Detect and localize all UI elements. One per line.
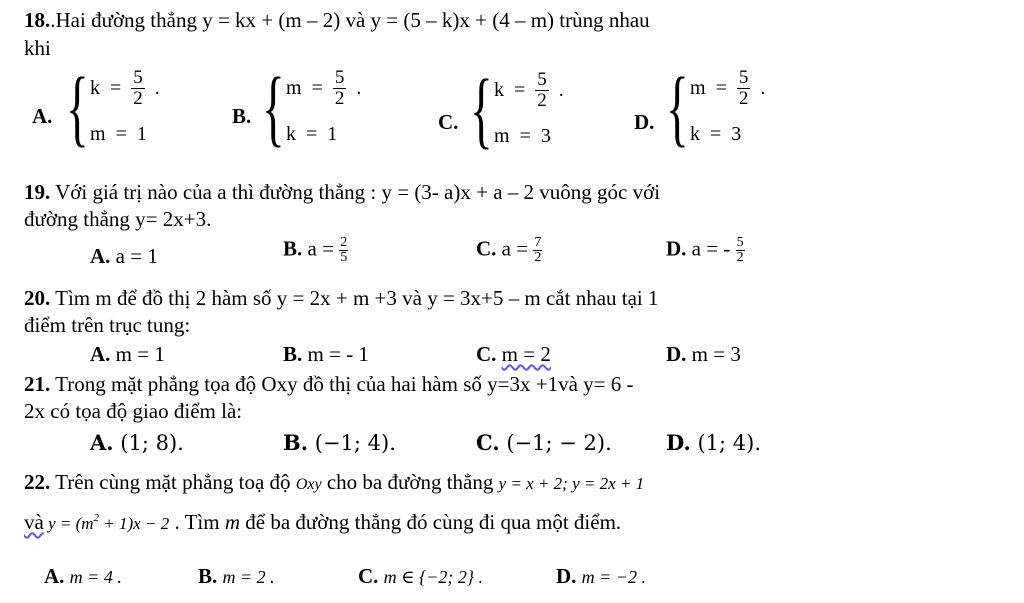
- q19-option-b: B. a = $\frac{2}{5}$: [283, 235, 348, 265]
- q20-line2: điểm trên trục tung:: [24, 313, 191, 337]
- q20-line1: [24, 286, 659, 311]
- brace-icon: {: [66, 59, 89, 155]
- q21-option-a: A. (1; 8).: [90, 430, 184, 455]
- q21-text-1: Trong mặt phẳng tọa độ Oxy đồ thị của hai hàm số y=3x +1và y= 6 -: [50, 372, 634, 396]
- q18-option-b-label: B.: [232, 104, 252, 128]
- brace-icon: {: [470, 61, 493, 157]
- q21-line1: [24, 372, 633, 397]
- q22-line1: 22. Trên cùng mặt phẳng toạ độ Oxy cho ba đường thẳng y = x + 2; y = 2x + 1: [24, 470, 645, 494]
- q22-number: 22.: [24, 470, 51, 494]
- q19-option-c: C. a = $\frac{7}{2}$: [476, 235, 542, 265]
- brace-icon: {: [262, 59, 285, 155]
- q18-option-c: { k = $\frac{5}{2}$ . m = 3: [470, 61, 564, 157]
- q22-option-c: C. m ∈ {−2; 2} .: [358, 564, 484, 588]
- q18-option-c-label: C.: [438, 110, 459, 134]
- q18-option-d: { m = $\frac{5}{2}$ . k = 3: [666, 59, 766, 155]
- q19-line2: đường thẳng y= 2x+3.: [24, 207, 212, 231]
- q21-number: 21.: [24, 372, 51, 396]
- q20-text-1: Tìm m để đồ thị 2 hàm số y = 2x + m +3 và y = 3x+5 – m cắt nhau tại 1: [50, 286, 659, 310]
- q18-text-1: .Hai đường thẳng y = kx + (m – 2) và y = (5 – k)x + (4 – m) trùng nhau: [50, 8, 650, 32]
- q18-line1: [24, 8, 650, 33]
- q18-option-a-label: A.: [32, 104, 53, 128]
- q18-line2: khi: [24, 36, 51, 60]
- q18-option-d-label: D.: [634, 110, 655, 134]
- q22-line2: và $y = (m^2 + 1)x - 2$ . Tìm m để ba đường thẳng đó cùng đi qua một điểm.: [24, 510, 622, 534]
- q19-option-d: D. a = - $\frac{5}{2}$: [666, 235, 744, 265]
- q20-option-a: A. m = 1: [90, 342, 165, 366]
- q19-option-a: A. a = 1: [90, 244, 158, 268]
- q19-number: 19.: [24, 180, 51, 204]
- q21-option-d: D. (1; 4).: [666, 430, 762, 455]
- q20-option-c: C. m = 2: [476, 342, 551, 366]
- q20-option-d: D. m = 3: [666, 342, 741, 366]
- q22-option-a: A. m = 4 .: [44, 564, 122, 588]
- q18-number: 18.: [24, 8, 51, 32]
- brace-icon: {: [666, 59, 689, 155]
- q19-text-1: Với giá trị nào của a thì đường thẳng : y = (3- a)x + a – 2 vuông góc với: [50, 180, 661, 204]
- q22-option-d: D. m = −2 .: [556, 564, 646, 588]
- q19-line1: [24, 180, 660, 205]
- q18-option-b: { m = $\frac{5}{2}$ . k = 1: [262, 59, 362, 155]
- q20-number: 20.: [24, 286, 51, 310]
- q21-option-c: C. (−1; − 2).: [476, 430, 612, 455]
- q21-line2: 2x có tọa độ giao điểm là:: [24, 399, 243, 423]
- q21-option-b: B. (−1; 4).: [283, 430, 396, 455]
- q22-option-b: B. m = 2 .: [198, 564, 275, 588]
- q20-option-b: B. m = - 1: [283, 342, 369, 366]
- q18-option-a: { k = $\frac{5}{2}$ . m = 1: [66, 59, 160, 155]
